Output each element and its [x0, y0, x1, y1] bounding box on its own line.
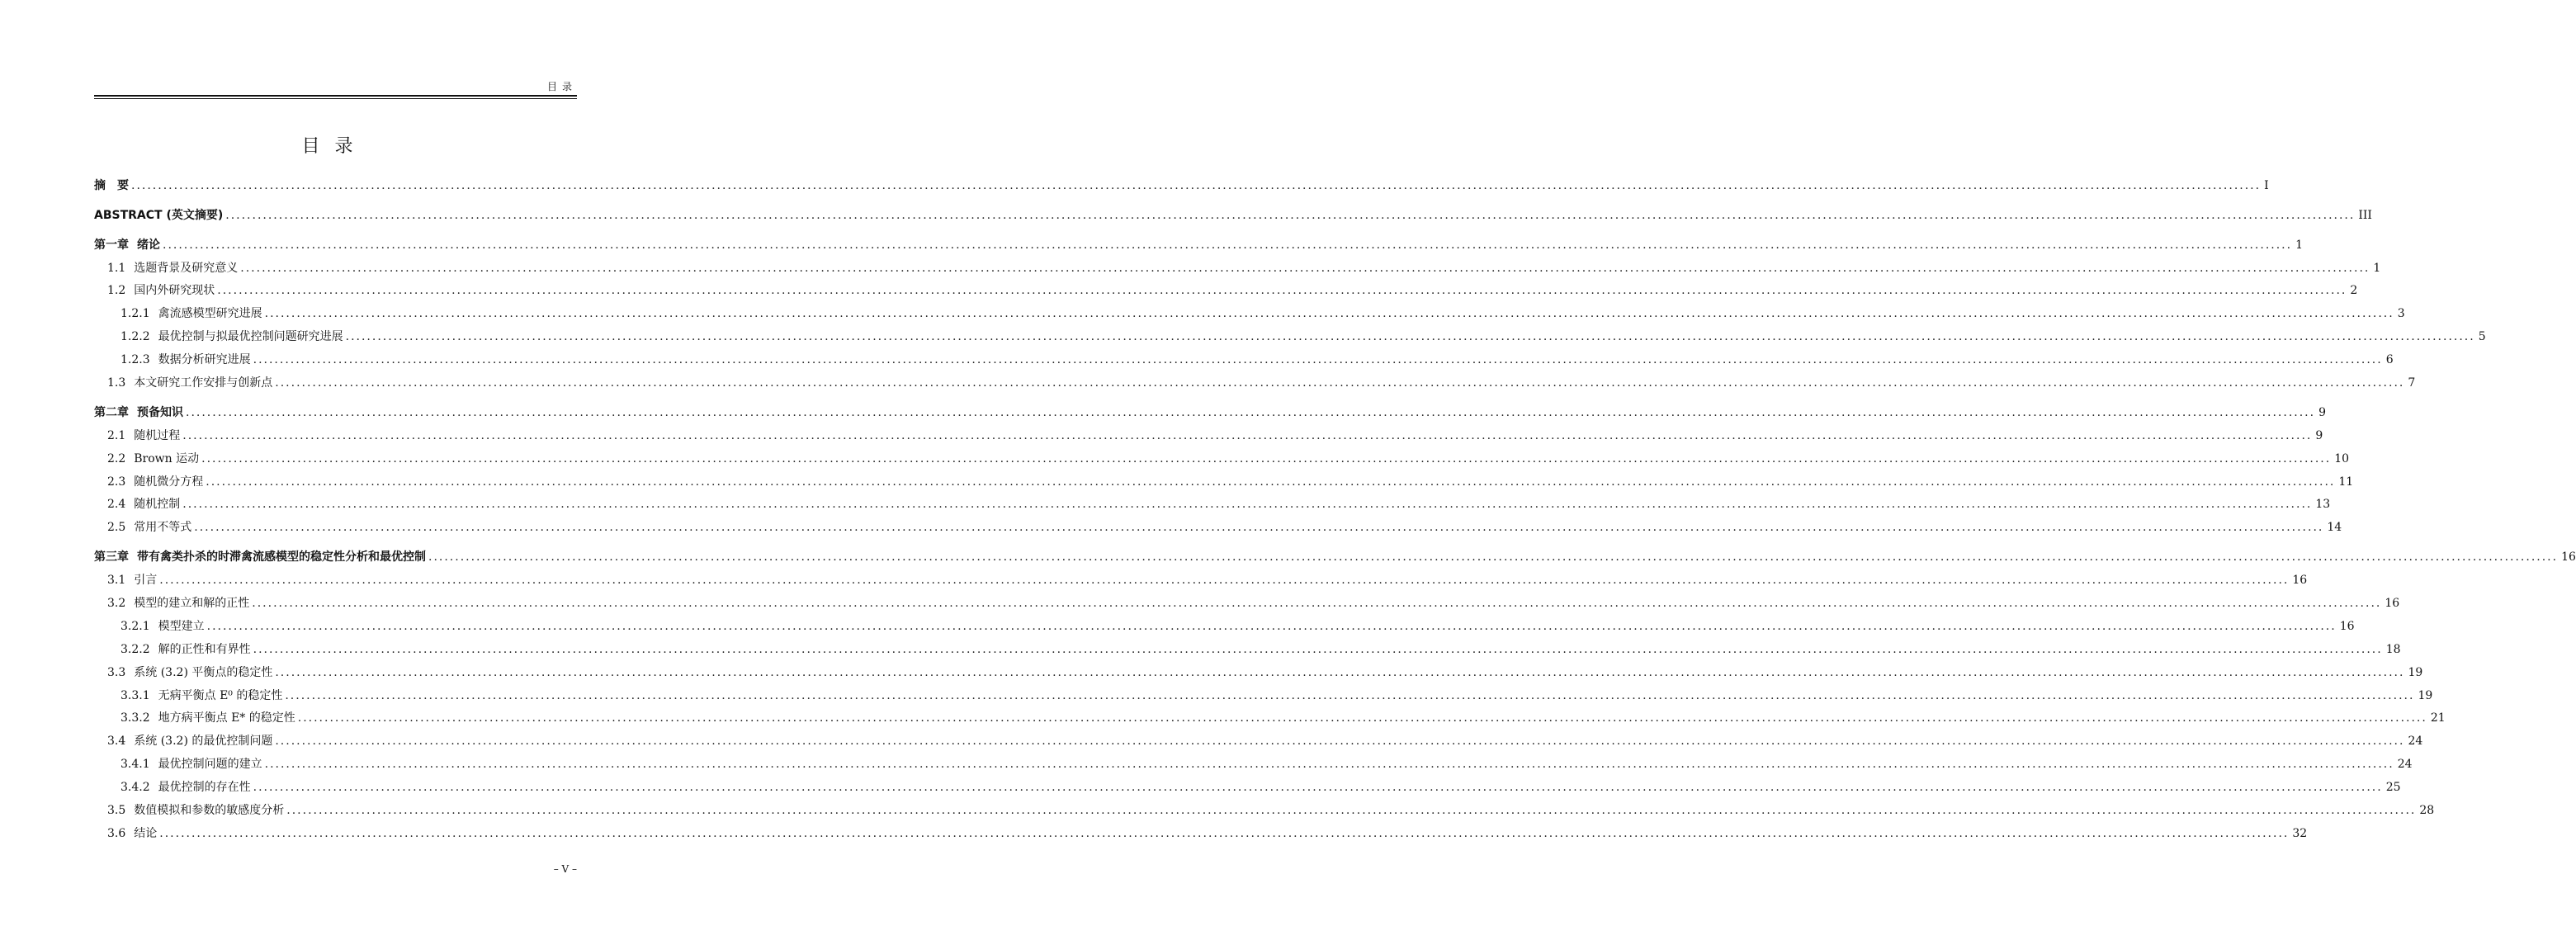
toc-entry-number: 3.4 [107, 735, 126, 748]
toc-entry-label [94, 306, 265, 321]
toc-entry-number: 3.5 [107, 804, 126, 817]
toc-entry-page: 13 [2315, 498, 2331, 511]
toc-entry[interactable] [94, 261, 2381, 276]
toc-dot-leader: ................................................................................................................................................................................................................................................................................................................................................................................................................ [275, 735, 2405, 748]
toc-entry-page: 21 [2430, 711, 2446, 725]
toc-entry-page: 10 [2334, 452, 2350, 465]
toc-entry-number: 1.1 [107, 262, 126, 275]
toc-dot-leader: ................................................................................................................................................................................................................................................................................................................................................................................................................ [225, 209, 2356, 222]
toc-entry-text: 地方病平衡点 E* 的稳定性 [158, 711, 295, 725]
toc-entry-label [94, 208, 225, 223]
toc-entry-page: 16 [2339, 620, 2355, 633]
toc-dot-leader: ................................................................................................................................................................................................................................................................................................................................................................................................................ [285, 689, 2415, 702]
toc-dot-leader: ................................................................................................................................................................................................................................................................................................................................................................................................................ [182, 429, 2313, 442]
toc-entry-page: 7 [2408, 376, 2416, 390]
toc-entry-page: 11 [2338, 475, 2354, 489]
toc-entry-label [94, 475, 206, 489]
toc-entry-text: 模型的建立和解的正性 [134, 597, 250, 610]
toc-entry-label [94, 688, 285, 703]
toc-entry-label [94, 283, 217, 298]
toc-entry-text: 结论 [134, 827, 158, 840]
toc-entry-number: 2.2 [107, 452, 126, 465]
toc-entry-text: 解的正性和有界性 [158, 643, 251, 656]
toc-entry-label [94, 734, 275, 749]
toc-entry-text: 本文研究工作安排与创新点 [134, 376, 273, 390]
toc-entry-text: 带有禽类扑杀的时滞禽流感模型的稳定性分析和最优控制 [137, 550, 426, 564]
toc-entry-label [94, 826, 159, 841]
toc-entry-text: 随机过程 [134, 429, 181, 442]
toc-entry-page: 24 [2408, 735, 2423, 748]
toc-entry-number: 1.2 [107, 284, 126, 297]
toc-entry-label [94, 376, 275, 390]
toc-dot-leader: ................................................................................................................................................................................................................................................................................................................................................................................................................ [297, 711, 2427, 725]
toc-entry-text: 引言 [134, 574, 158, 587]
toc-entry-text: 绪论 [137, 239, 160, 252]
toc-entry[interactable] [94, 306, 2405, 321]
toc-entry[interactable] [94, 329, 2486, 344]
toc-entry-number: 3.3 [107, 666, 126, 679]
toc-entry[interactable] [94, 520, 2342, 535]
toc-entry-number: 1.3 [107, 376, 126, 390]
toc-entry-number: 2.5 [107, 521, 126, 534]
toc-entry[interactable] [94, 405, 2326, 420]
toc-entry[interactable] [94, 573, 2308, 588]
toc-entry-number: 3.3.2 [121, 711, 150, 725]
toc-entry[interactable] [94, 780, 2401, 795]
toc-entry-page: 9 [2315, 429, 2323, 442]
toc-dot-leader: ................................................................................................................................................................................................................................................................................................................................................................................................................ [194, 521, 2324, 534]
toc-dot-leader: ................................................................................................................................................................................................................................................................................................................................................................................................................ [286, 804, 2417, 817]
toc-entry-label [94, 520, 194, 535]
toc-entry-text: 预备知识 [137, 406, 183, 419]
toc-entry-number: 3.2.2 [121, 643, 150, 656]
toc-entry-text: 最优控制与拟最优控制问题研究进展 [158, 330, 343, 343]
toc-entry-page: 28 [2419, 804, 2435, 817]
toc-entry[interactable] [94, 376, 2416, 390]
toc-entry-page: 3 [2397, 307, 2405, 320]
toc-entry[interactable] [94, 178, 2269, 193]
toc-entry-text: 数据分析研究进展 [158, 353, 251, 366]
toc-entry-text: 国内外研究现状 [134, 284, 215, 297]
toc-entry-number: 1.2.3 [121, 353, 150, 366]
toc-entry[interactable] [94, 642, 2401, 657]
toc-dot-leader: ................................................................................................................................................................................................................................................................................................................................................................................................................ [275, 376, 2405, 390]
toc-entry-label [94, 451, 201, 466]
toc-dot-leader: ................................................................................................................................................................................................................................................................................................................................................................................................................ [163, 239, 2293, 252]
toc-dot-leader: ................................................................................................................................................................................................................................................................................................................................................................................................................ [264, 307, 2394, 320]
toc-entry-text: 随机微分方程 [134, 475, 204, 489]
toc-entry-number: 3.2 [107, 597, 126, 610]
toc-entry[interactable] [94, 596, 2400, 611]
toc-entry[interactable] [94, 475, 2354, 489]
toc-entry-number: 1.2.1 [121, 307, 150, 320]
toc-entry-label [94, 619, 207, 634]
toc-dot-leader: ................................................................................................................................................................................................................................................................................................................................................................................................................ [159, 574, 2290, 587]
toc-entry-number: 3.1 [107, 574, 126, 587]
toc-entry[interactable] [94, 238, 2303, 253]
toc-entry[interactable] [94, 550, 2576, 565]
toc-entry-text: 摘 要 [94, 179, 129, 192]
toc-entry-page: 19 [2418, 689, 2433, 702]
toc-entry-number: 1.2.2 [121, 330, 150, 343]
toc-entry-page: 19 [2408, 666, 2423, 679]
toc-entry[interactable] [94, 688, 2433, 703]
toc-dot-leader: ................................................................................................................................................................................................................................................................................................................................................................................................................ [182, 498, 2313, 511]
toc-dot-leader: ................................................................................................................................................................................................................................................................................................................................................................................................................ [275, 666, 2405, 679]
toc-dot-leader: ................................................................................................................................................................................................................................................................................................................................................................................................................ [159, 827, 2290, 840]
toc-entry-text: Brown 运动 [134, 452, 200, 465]
toc-entry-label [94, 405, 186, 420]
toc-dot-leader: ................................................................................................................................................................................................................................................................................................................................................................................................................ [264, 758, 2394, 771]
toc-dot-leader: ................................................................................................................................................................................................................................................................................................................................................................................................................ [201, 452, 2332, 465]
toc-entry-number: 2.3 [107, 475, 126, 489]
toc-dot-leader: ................................................................................................................................................................................................................................................................................................................................................................................................................ [253, 353, 2383, 366]
toc-entry-number: 3.2.1 [121, 620, 150, 633]
toc-entry-label [94, 596, 252, 611]
toc-dot-leader: ................................................................................................................................................................................................................................................................................................................................................................................................................ [252, 597, 2382, 610]
page-number-footer: – V – [553, 863, 577, 875]
header-rule-thick [94, 95, 577, 97]
toc-entry-label [94, 665, 275, 680]
toc-entry-text: 模型建立 [158, 620, 205, 633]
toc-entry-number: 3.3.1 [121, 689, 150, 702]
toc-entry-page: 16 [2292, 574, 2308, 587]
toc-entry-page: 14 [2327, 521, 2342, 534]
toc-entry-text: 禽流感模型研究进展 [158, 307, 262, 320]
toc-entry-page: III [2358, 209, 2372, 222]
toc-entry-number: 第一章 [94, 239, 129, 252]
toc-entry-text: 选题背景及研究意义 [134, 262, 239, 275]
toc-entry-text: 无病平衡点 E⁰ 的稳定性 [158, 689, 283, 702]
toc-entry-page: 16 [2561, 550, 2576, 564]
toc-entry-label [94, 757, 265, 772]
toc-entry-label [94, 497, 182, 512]
toc-entry-number: 2.1 [107, 429, 126, 442]
toc-entry[interactable] [94, 803, 2435, 818]
toc-entry-label [94, 261, 240, 276]
toc-entry-page: 9 [2318, 406, 2326, 419]
toc-dot-leader: ................................................................................................................................................................................................................................................................................................................................................................................................................ [345, 330, 2475, 343]
toc-entry-number: 2.4 [107, 498, 126, 511]
toc-entry-label [94, 803, 286, 818]
toc-entry[interactable] [94, 826, 2308, 841]
toc-entry[interactable] [94, 208, 2372, 223]
toc-entry-page: I [2264, 179, 2269, 192]
toc-entry[interactable] [94, 352, 2394, 367]
toc-entry[interactable] [94, 619, 2355, 634]
toc-dot-leader: ................................................................................................................................................................................................................................................................................................................................................................................................................ [253, 643, 2383, 656]
toc-entry-page: 1 [2295, 239, 2303, 252]
toc-entry-number: 3.6 [107, 827, 126, 840]
toc-entry[interactable] [94, 283, 2358, 298]
toc-entry-number: 3.4.2 [121, 781, 150, 794]
toc-entry-page: 6 [2385, 353, 2394, 366]
toc-entry[interactable] [94, 734, 2423, 749]
toc-dot-leader: ................................................................................................................................................................................................................................................................................................................................................................................................................ [186, 406, 2316, 419]
toc-entry-label [94, 642, 253, 657]
toc-entry[interactable] [94, 757, 2413, 772]
toc-entry-text: 最优控制的存在性 [158, 781, 251, 794]
toc-dot-leader: ................................................................................................................................................................................................................................................................................................................................................................................................................ [131, 179, 2262, 192]
toc-entry-number: 3.4.1 [121, 758, 150, 771]
toc-entry-label [94, 573, 159, 588]
toc-entry-page: 18 [2385, 643, 2401, 656]
toc-entry-page: 32 [2292, 827, 2308, 840]
toc-dot-leader: ................................................................................................................................................................................................................................................................................................................................................................................................................ [428, 550, 2559, 564]
toc-entry[interactable] [94, 428, 2323, 443]
toc-entry-page: 1 [2373, 262, 2381, 275]
running-head: 目录 [546, 81, 577, 92]
toc-dot-leader: ................................................................................................................................................................................................................................................................................................................................................................................................................ [206, 475, 2336, 489]
toc-entry[interactable] [94, 497, 2331, 512]
toc-entry-label [94, 238, 163, 253]
toc-entry-page: 24 [2397, 758, 2413, 771]
toc-entry-label [94, 780, 253, 795]
toc-entry-text: 系统 (3.2) 的最优控制问题 [134, 735, 273, 748]
toc-entry-text: 随机控制 [134, 498, 181, 511]
toc-entry-text: 系统 (3.2) 平衡点的稳定性 [134, 666, 273, 679]
toc-dot-leader: ................................................................................................................................................................................................................................................................................................................................................................................................................ [217, 284, 2347, 297]
toc-entry-number: 第三章 [94, 550, 129, 564]
toc-entry-text: 数值模拟和参数的敏感度分析 [134, 804, 285, 817]
toc-entry[interactable] [94, 665, 2423, 680]
toc-dot-leader: ................................................................................................................................................................................................................................................................................................................................................................................................................ [206, 620, 2337, 633]
toc-entry-page: 5 [2478, 330, 2486, 343]
toc-entry-label [94, 428, 182, 443]
toc-entry[interactable] [94, 451, 2350, 466]
toc-entry-label [94, 352, 253, 367]
toc-entry-page: 16 [2385, 597, 2400, 610]
page-title: 目录 [301, 136, 368, 157]
toc-entry-text: 常用不等式 [134, 521, 192, 534]
toc-entry-number: 第二章 [94, 406, 129, 419]
toc-entry-page: 25 [2385, 781, 2401, 794]
toc-dot-leader: ................................................................................................................................................................................................................................................................................................................................................................................................................ [240, 262, 2370, 275]
toc-entry-label [94, 329, 346, 344]
toc-dot-leader: ................................................................................................................................................................................................................................................................................................................................................................................................................ [253, 781, 2383, 794]
toc-entry-label [94, 550, 428, 565]
toc-entry-label [94, 178, 131, 193]
toc-entry-text: 最优控制问题的建立 [158, 758, 262, 771]
toc-entry-label [94, 711, 298, 725]
toc-entry-text: ABSTRACT (英文摘要) [94, 209, 224, 222]
toc-entry[interactable] [94, 711, 2446, 725]
toc-entry-page: 2 [2350, 284, 2358, 297]
header-rule-thin [94, 98, 577, 99]
